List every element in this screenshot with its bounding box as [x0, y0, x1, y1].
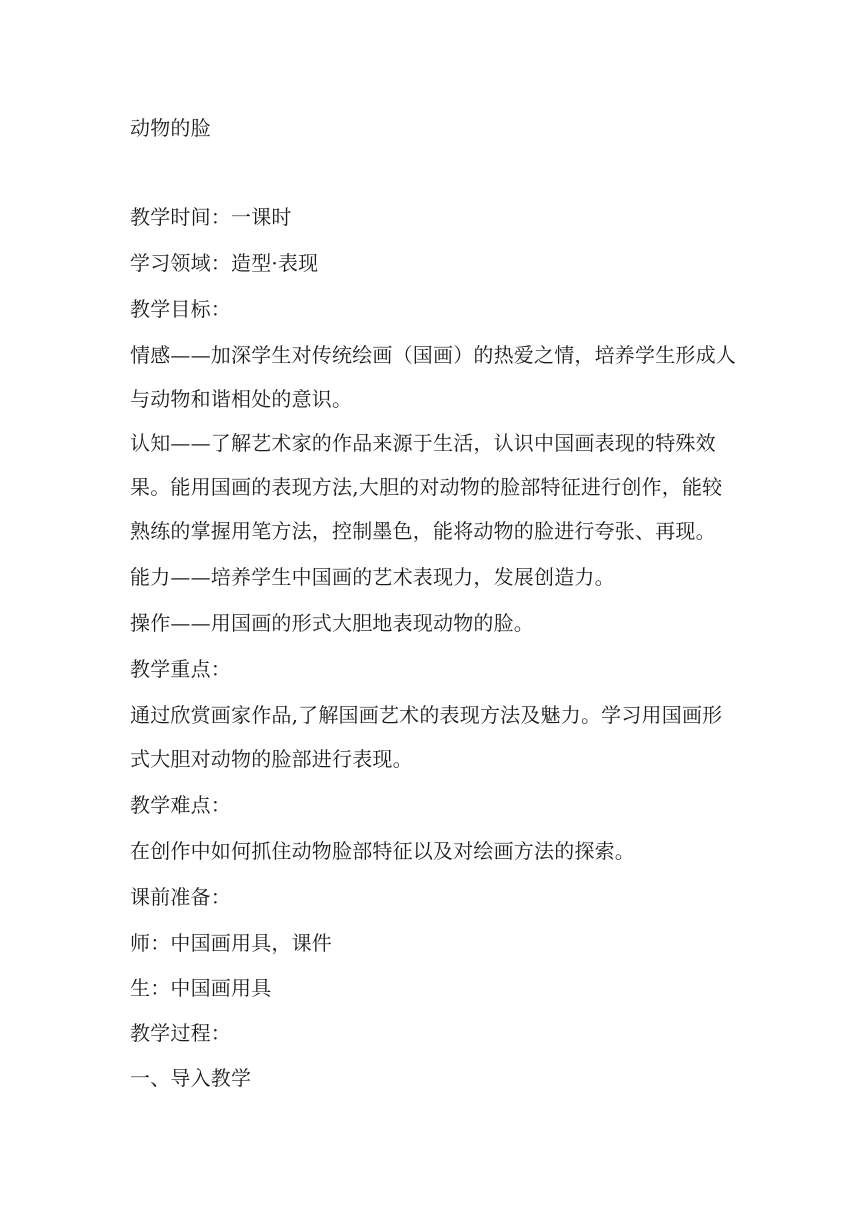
goal-operation-line: 操作——用国画的形式大胆地表现动物的脸。: [130, 611, 534, 635]
goal-ability-line: 能力——培养学生中国画的艺术表现力，发展创造力。: [130, 565, 615, 589]
preparation-heading: 课前准备：: [130, 885, 231, 909]
process-heading: 教学过程：: [130, 1021, 231, 1045]
goal-cognition-line-2: 果。能用国画的表现方法,大胆的对动物的脸部特征进行创作，能较: [130, 475, 723, 499]
goal-cognition-line-3: 熟练的掌握用笔方法，控制墨色，能将动物的脸进行夸张、再现。: [130, 519, 716, 543]
preparation-teacher-line: 师：中国画用具，课件: [130, 931, 332, 955]
preparation-student-line: 生：中国画用具: [130, 976, 272, 1000]
key-points-line-2: 式大胆对动物的脸部进行表现。: [130, 747, 413, 771]
teaching-goals-heading: 教学目标：: [130, 297, 231, 321]
key-points-heading: 教学重点：: [130, 657, 231, 681]
goal-emotion-line-1: 情感——加深学生对传统绘画（国画）的热爱之情，培养学生形成人: [130, 343, 736, 367]
goal-emotion-line-2: 与动物和谐相处的意识。: [130, 387, 353, 411]
goal-cognition-line-1: 认知——了解艺术家的作品来源于生活，认识中国画表现的特殊效: [130, 431, 716, 455]
process-step-1: 一、导入教学: [130, 1066, 252, 1090]
learning-area-line: 学习领域：造型·表现: [130, 251, 319, 275]
difficulties-heading: 教学难点：: [130, 793, 231, 817]
difficulties-line: 在创作中如何抓住动物脸部特征以及对绘画方法的探索。: [130, 839, 635, 863]
teaching-time-line: 教学时间：一课时: [130, 205, 292, 229]
key-points-line-1: 通过欣赏画家作品,了解国画艺术的表现方法及魅力。学习用国画形: [130, 703, 723, 727]
document-title: 动物的脸: [130, 116, 211, 140]
